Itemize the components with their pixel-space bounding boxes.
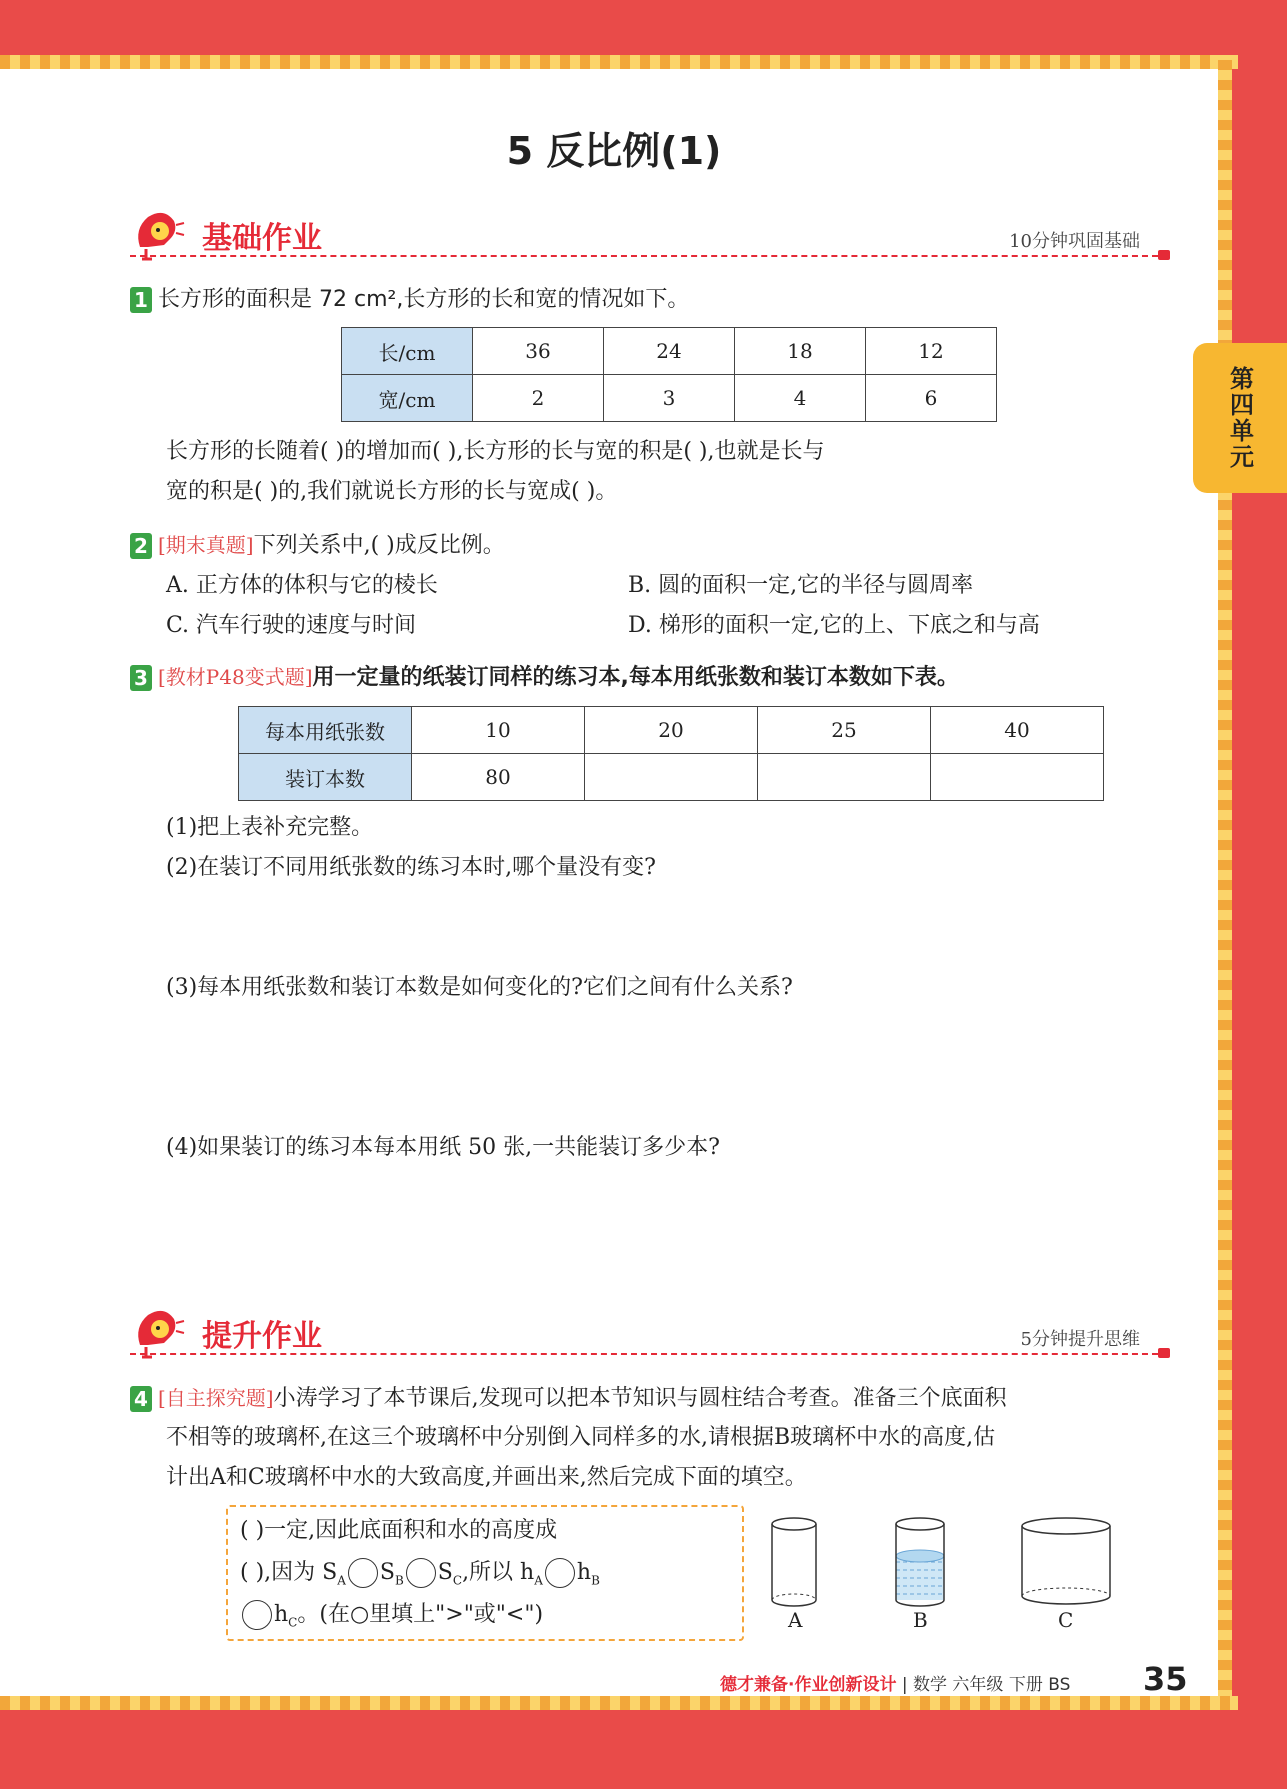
page-number: 35 [1143, 1660, 1188, 1698]
q4-box-line-2 [240, 1553, 600, 1600]
compare-circle[interactable] [406, 1558, 436, 1588]
section-title: 提升作业 [202, 1319, 322, 1354]
glass-a-label: A [788, 1608, 803, 1632]
q2-option-a: A. 正方体的体积与它的棱长 [166, 573, 438, 598]
q4-s-b: S [379, 1560, 395, 1585]
q3-stem: 用一定量的纸装订同样的练习本,每本用纸张数和装订本数如下表。 [312, 665, 959, 690]
glass-a-icon [768, 1516, 820, 1608]
table-row [239, 707, 1104, 754]
table-cell: 36 [473, 328, 604, 375]
q2-option-b: B. 圆的面积一定,它的半径与圆周率 [628, 573, 974, 598]
q3-sub-2: (2)在装订不同用纸张数的练习本时,哪个量没有变? [166, 855, 656, 880]
table-row [342, 375, 997, 422]
q4-sub-hb: B [591, 1573, 600, 1588]
table-cell: 40 [931, 707, 1104, 754]
table-cell: 每本用纸张数 [239, 707, 412, 754]
table-cell: 3 [604, 375, 735, 422]
section-advanced-header [130, 1303, 1170, 1363]
table-cell: 18 [735, 328, 866, 375]
q2-number: 2 [130, 533, 152, 559]
table-cell: 4 [735, 375, 866, 422]
table-cell: 装订本数 [239, 754, 412, 801]
q4-fill-box [226, 1505, 744, 1641]
q4-line-3: 计出A和C玻璃杯中水的大致高度,并画出来,然后完成下面的填空。 [166, 1465, 807, 1490]
q3-table [238, 706, 1104, 801]
q1-table [341, 327, 997, 422]
section-title: 基础作业 [202, 221, 322, 256]
table-row [239, 754, 1104, 801]
glass-b-icon [892, 1516, 948, 1608]
table-cell [931, 754, 1104, 801]
q2-stem: 下列关系中,( )成反比例。 [253, 533, 505, 558]
q4-tag: [自主探究题] [158, 1386, 274, 1410]
q3-sub-4: (4)如果装订的练习本每本用纸 50 张,一共能装订多少本? [166, 1135, 720, 1160]
footer [720, 1670, 1070, 1710]
q4-box-text: ( ),因为 S [240, 1560, 338, 1585]
table-row [342, 328, 997, 375]
q3-sub-1: (1)把上表补充完整。 [166, 815, 374, 840]
q2-option-d: D. 梯形的面积一定,它的上、下底之和与高 [628, 613, 1040, 638]
glass-c-icon [1018, 1516, 1114, 1608]
q4-line-2: 不相等的玻璃杯,在这三个玻璃杯中分别倒入同样多的水,请根据B玻璃杯中水的高度,估 [166, 1425, 996, 1450]
compare-circle[interactable] [545, 1558, 575, 1588]
table-cell: 宽/cm [342, 375, 473, 422]
q2-stem-row [130, 525, 505, 566]
unit-tab-label: 第四单元 [1225, 366, 1254, 470]
q2-tag: [期末真题] [158, 533, 254, 557]
q4-h-c: h [274, 1602, 289, 1627]
compare-circle[interactable] [242, 1600, 272, 1630]
right-wave-border [1218, 55, 1232, 1710]
glass-b-label: B [913, 1608, 928, 1632]
divider-end [1158, 1348, 1170, 1358]
q1-fill-line-1: 长方形的长随着( )的增加而( ),长方形的长与宽的积是( ),也就是长与 [166, 439, 825, 464]
q1-stem: 长方形的面积是 72 cm²,长方形的长和宽的情况如下。 [158, 287, 690, 312]
q4-sub-a: A [337, 1573, 346, 1588]
q4-number: 4 [130, 1386, 152, 1412]
compare-circle[interactable] [348, 1558, 378, 1588]
glass-c-label: C [1058, 1608, 1074, 1632]
table-cell [585, 754, 758, 801]
q3-tag: [教材P48变式题] [158, 665, 313, 689]
q4-sub-b: B [394, 1573, 404, 1588]
section-divider [130, 255, 1158, 257]
q2-option-c: C. 汽车行驶的速度与时间 [166, 613, 417, 638]
page-title: 5 反比例(1) [506, 129, 722, 173]
mascot-icon [130, 1303, 186, 1359]
q4-sub-ha: A [534, 1573, 543, 1588]
table-cell: 6 [866, 375, 997, 422]
q4-box-mid: ,所以 h [462, 1560, 535, 1585]
q3-sub-3: (3)每本用纸张数和装订本数是如何变化的?它们之间有什么关系? [166, 975, 793, 1000]
q4-box-line-1: ( )一定,因此底面积和水的高度成 [240, 1518, 558, 1543]
section-divider [130, 1353, 1158, 1355]
unit-tab [1193, 343, 1287, 493]
q3-number: 3 [130, 665, 152, 691]
q4-box-line-3 [240, 1595, 543, 1642]
section-basic-header [130, 205, 1170, 265]
table-cell: 25 [758, 707, 931, 754]
table-cell: 24 [604, 328, 735, 375]
q4-s-c: S [437, 1560, 453, 1585]
q4-sub-c: C [452, 1573, 463, 1588]
table-cell: 长/cm [342, 328, 473, 375]
footer-brand: 德才兼备·作业创新设计 [720, 1675, 897, 1695]
q4-line-1: 小涛学习了本节课后,发现可以把本节知识与圆柱结合考查。准备三个底面积 [273, 1386, 1007, 1411]
footer-subject: | 数学 六年级 下册 BS [901, 1675, 1071, 1695]
mascot-icon [130, 205, 186, 261]
table-cell: 10 [412, 707, 585, 754]
q3-stem-row [130, 657, 959, 698]
q1-number: 1 [130, 287, 152, 313]
q1-fill-line-2: 宽的积是( )的,我们就说长方形的长与宽成( )。 [166, 479, 618, 504]
table-cell [758, 754, 931, 801]
section-note: 5分钟提升思维 [1020, 1329, 1140, 1350]
q4-sub-hc: C [288, 1615, 298, 1630]
table-cell: 20 [585, 707, 758, 754]
section-note: 10分钟巩固基础 [1009, 231, 1140, 252]
q4-line-1-row [130, 1378, 1007, 1419]
q4-box-end: 。(在○里填上">"或"<") [297, 1602, 544, 1627]
table-cell: 12 [866, 328, 997, 375]
top-wave-border [0, 55, 1238, 69]
q4-h-b: h [576, 1560, 592, 1585]
divider-end [1158, 250, 1170, 260]
table-cell: 2 [473, 375, 604, 422]
table-cell: 80 [412, 754, 585, 801]
q1-stem-row [130, 280, 689, 320]
